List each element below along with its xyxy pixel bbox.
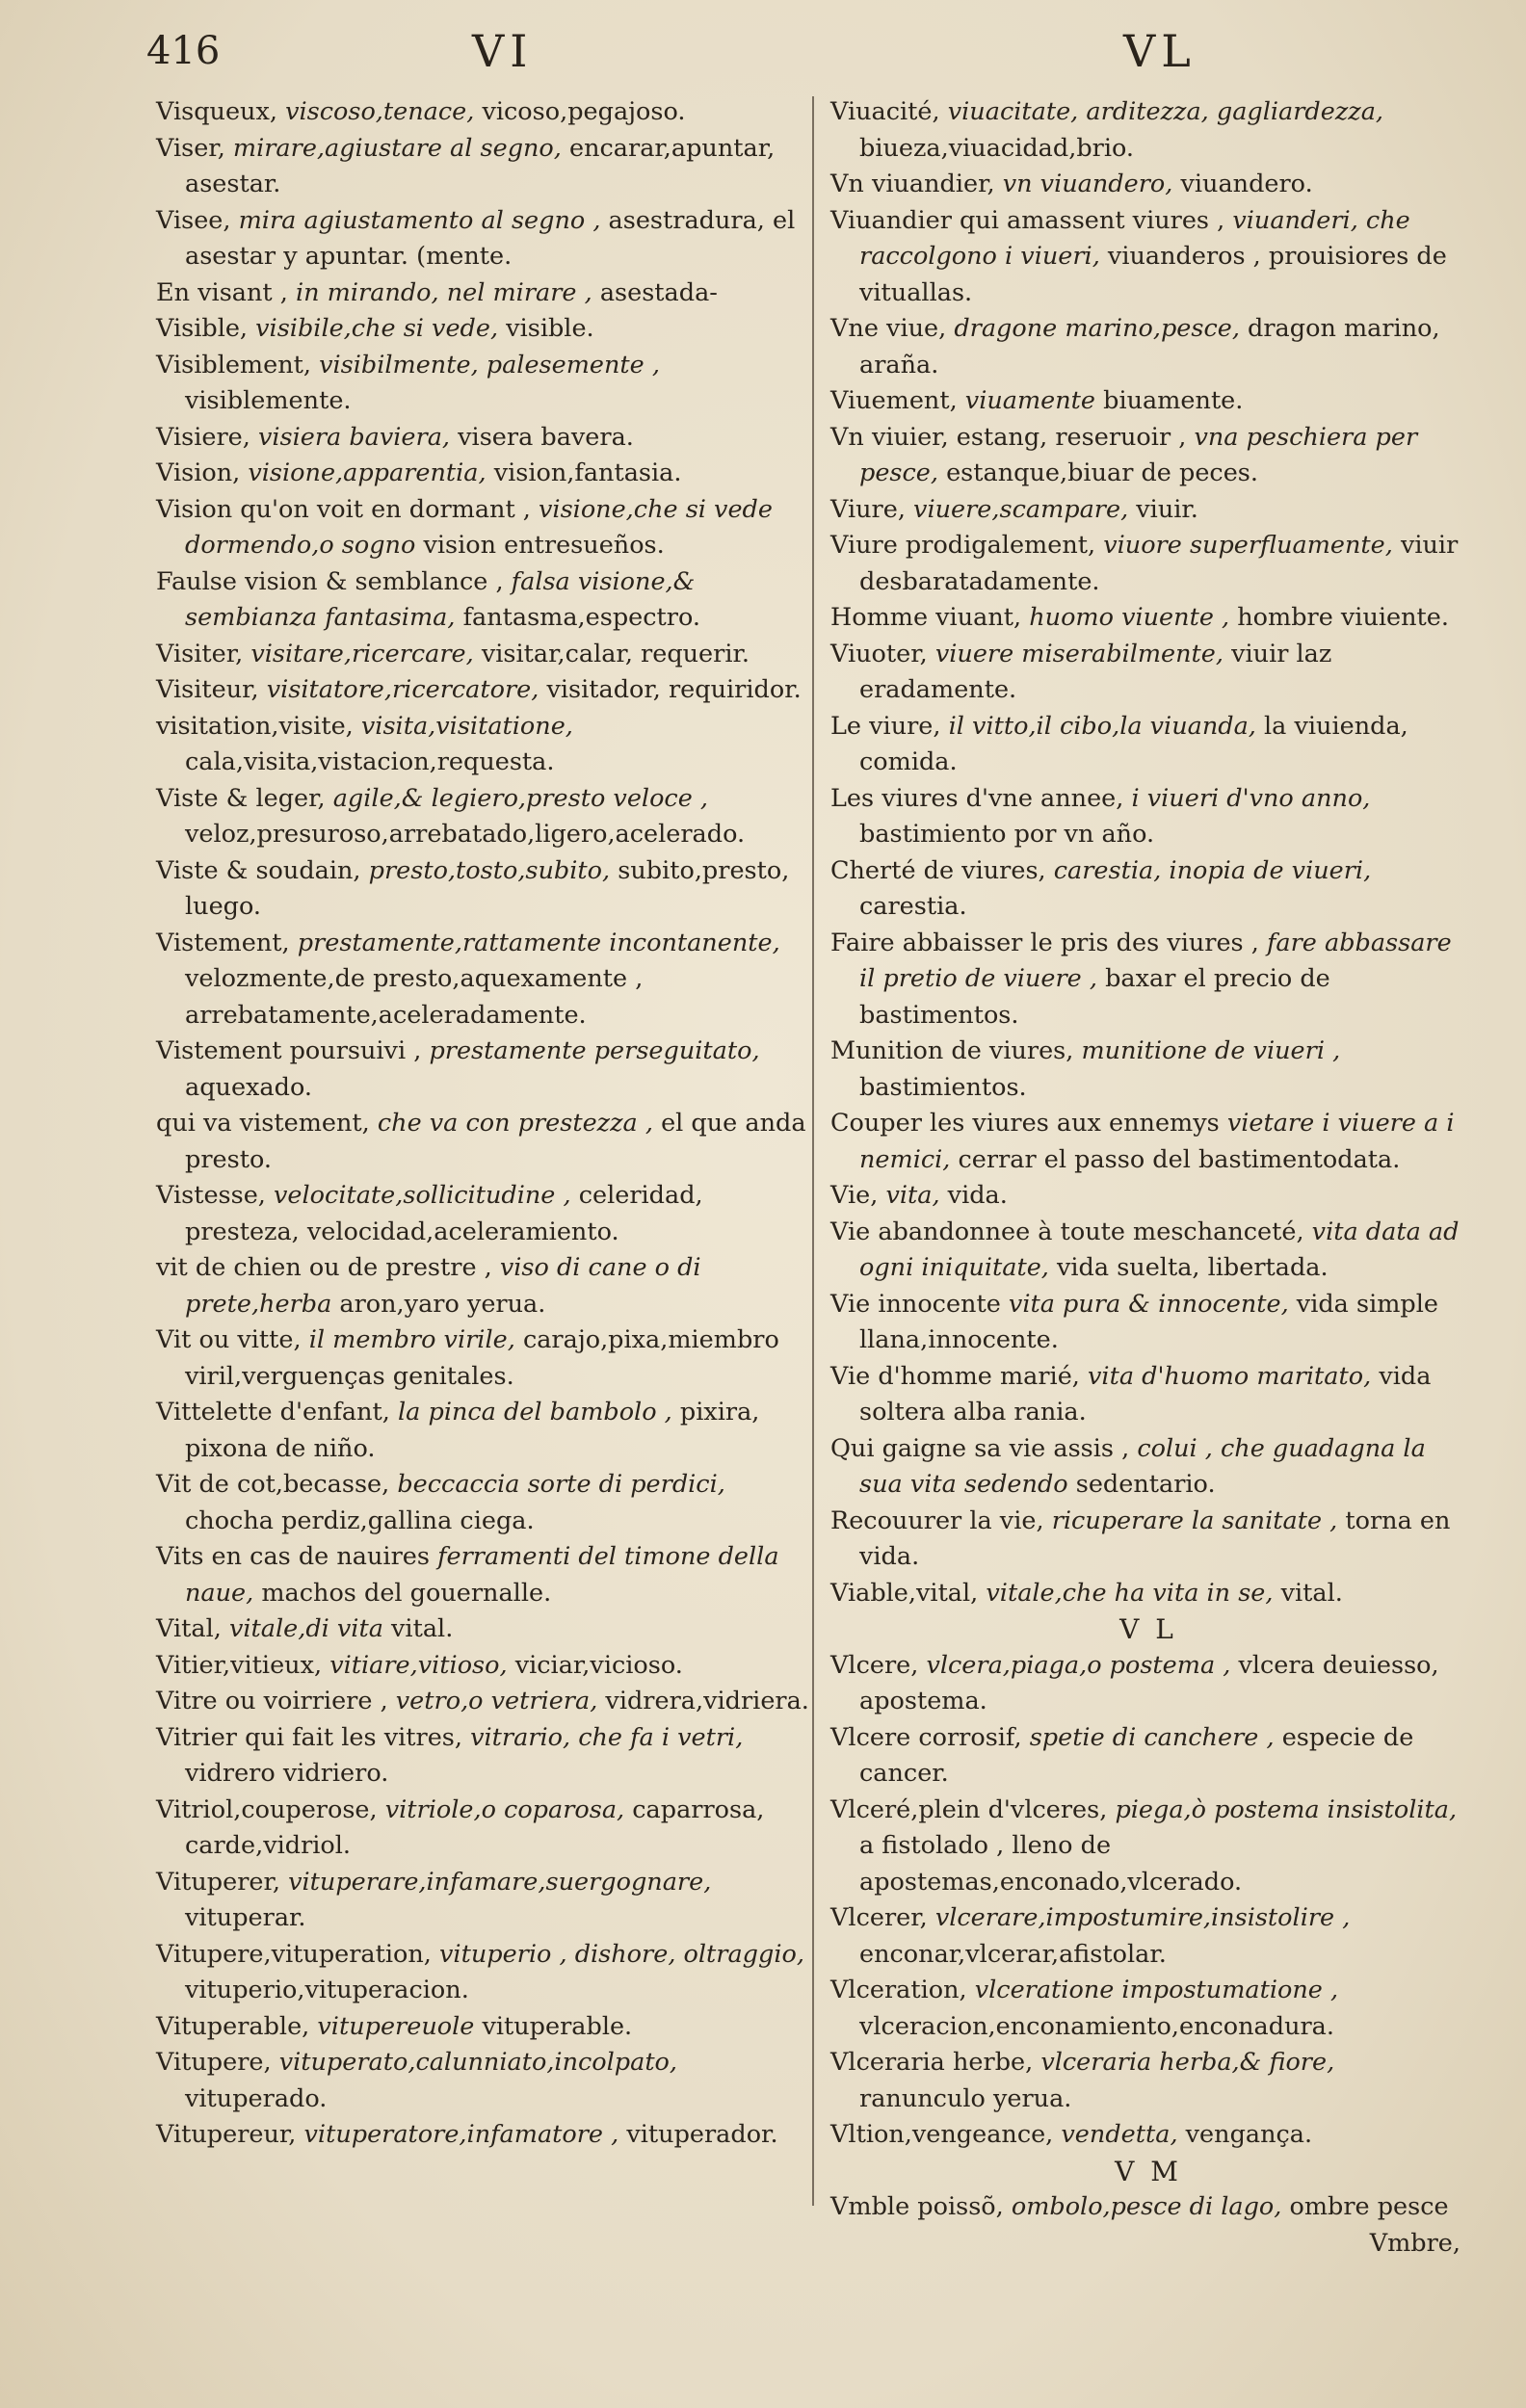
italian-gloss: vituperare,infamare,suergognare, [288,1867,712,1897]
french-headword: Vltion,vengeance, [830,2120,1054,2149]
spanish-gloss: baxar el precio de bastimentos. [859,964,1330,1030]
italian-gloss: vitiare,vitioso, [329,1650,508,1680]
dictionary-entry [156,1865,809,1937]
italian-gloss: visitatore,ricercatore, [266,675,539,704]
spanish-gloss: vision,fantasia. [493,458,682,487]
italian-gloss: visione,che si vede dormendo,o sogno [185,494,773,560]
spanish-gloss: vital. [391,1614,454,1643]
french-headword: Cherté de viures, [830,855,1046,885]
french-headword: Vit ou vitte, [156,1325,302,1354]
dictionary-entry [156,420,809,457]
dictionary-entry [830,1215,1466,1287]
french-headword: Les viures d'vne annee, [830,783,1124,813]
dictionary-entry [156,492,809,564]
italian-gloss: dragone marino,pesce, [954,314,1240,343]
spanish-gloss: vicoso,pegajoso. [482,97,686,126]
dictionary-entry [156,311,809,348]
dictionary-entry [156,2117,809,2154]
spanish-gloss: vida. [947,1181,1008,1210]
dictionary-entry [830,1576,1466,1612]
spanish-gloss: especie de cancer. [859,1722,1414,1788]
french-headword: En visant , [156,277,288,307]
french-headword: Vitupere, [156,2048,272,2077]
dictionary-entry [156,275,809,312]
dictionary-entry [156,1539,809,1611]
dictionary-entry [830,853,1466,926]
dictionary-entry [156,1395,809,1467]
italian-gloss: carestia, inopia de viueri, [1053,855,1372,885]
spanish-gloss: vida simple llana,innocente. [859,1289,1438,1354]
italian-gloss: vna peschiera per pesce, [859,422,1418,487]
dictionary-entry [830,1431,1466,1504]
french-headword: Viuoter, [830,639,928,668]
spanish-gloss: vlceracion,enconamiento,enconadura. [859,2011,1334,2041]
french-headword: Vituperer, [156,1867,280,1897]
french-headword: Vitier,vitieux, [156,1650,323,1680]
dictionary-entry [830,1504,1466,1576]
italian-gloss: la pinca del bambolo , [398,1398,672,1426]
french-headword: Recouurer la vie, [830,1505,1044,1535]
french-headword: Vlcerer, [830,1903,928,1932]
italian-gloss: piega,ò postema insistolita, [1115,1794,1458,1824]
dictionary-entry [156,1034,809,1106]
spanish-gloss: vengança. [1185,2120,1313,2149]
dictionary-entry [830,709,1466,781]
italian-gloss: munitione de viueri , [1081,1036,1341,1065]
dictionary-entry [830,383,1466,420]
spanish-gloss: vituperio,vituperacion. [185,1976,469,2004]
french-headword: Vitupereur, [156,2120,297,2149]
dictionary-entry [156,1250,809,1322]
spanish-gloss: ranunculo yerua. [859,2083,1072,2113]
italian-gloss: vitriole,o coparosa, [384,1794,625,1824]
spanish-gloss: viuir. [1136,494,1198,524]
spanish-gloss: cala,visita,vistacion,requesta. [185,747,555,776]
dictionary-entry [830,420,1466,492]
italian-gloss: vlcerare,impostumire,insistolire , [934,1903,1351,1932]
french-headword: Vn viuier, estang, reseruoir , [830,422,1187,452]
spanish-gloss: ombre pesce [1289,2192,1449,2221]
french-headword: Viste & leger, [156,783,326,813]
column-divider [812,96,814,2206]
dictionary-entry [156,2009,809,2046]
french-headword: Viure prodigalement, [830,531,1096,560]
spanish-gloss: visiblemente. [185,386,352,415]
italian-gloss: viuere miserabilmente, [934,639,1223,668]
french-headword: Faulse vision & semblance , [156,566,504,596]
french-headword: Vlceration, [830,1976,967,2004]
spanish-gloss: bastimientos. [859,1072,1027,1102]
spanish-gloss: dragon marino, araña. [859,314,1440,380]
italian-gloss: viuacitate, arditezza, gagliardezza, [947,97,1384,126]
spanish-gloss: vituperar. [185,1903,306,1932]
spanish-gloss: torna en vida. [859,1505,1451,1571]
dictionary-entry [830,1359,1466,1431]
french-headword: vit de chien ou de prestre , [156,1253,492,1282]
italian-gloss: vituperio , dishore, oltraggio, [439,1939,804,1969]
french-headword: Vn viuandier, [830,170,995,198]
italian-gloss: vitale,di vita [228,1614,383,1643]
dictionary-entry [830,1648,1466,1720]
running-head-right: VL [1123,25,1197,77]
dictionary-entry [830,203,1466,312]
right-column [830,94,1466,2262]
french-headword: Vittelette d'enfant, [156,1398,390,1426]
italian-gloss: vita, [885,1181,940,1210]
spanish-gloss: viuandero. [1180,170,1313,198]
spanish-gloss: vituperado. [185,2083,328,2113]
italian-gloss: presto,tosto,subito, [368,855,611,885]
spanish-gloss: el que anda presto. [185,1109,806,1174]
spanish-gloss: biuamente. [1103,386,1244,415]
dictionary-entry [830,600,1466,637]
spanish-gloss: viuanderos , prouisiores de vituallas. [859,242,1447,307]
french-headword: Visible, [156,314,249,343]
spanish-gloss: velozmente,de presto,aquexamente , arrebatamente,aceleradamente. [185,964,644,1030]
spanish-gloss: estanque,biuar de peces. [946,458,1258,487]
spanish-gloss: carestia. [859,892,967,921]
spanish-gloss: aron,yaro yerua. [339,1289,546,1319]
italian-gloss: vietare i viuere a i nemici, [859,1109,1455,1174]
spanish-gloss: asestada- [599,277,718,307]
italian-gloss: il vitto,il cibo,la viuanda, [948,711,1256,741]
french-headword: Visiteur, [156,675,259,704]
dictionary-entry [830,926,1466,1034]
italian-gloss: viuere,scampare, [913,494,1129,524]
dictionary-entry [156,2045,809,2117]
dictionary-entry [156,1793,809,1865]
french-headword: Visiere, [156,422,250,452]
spanish-gloss: visitar,calar, requerir. [481,639,750,668]
dictionary-entry [156,709,809,781]
italian-gloss: mira agiustamento al segno , [238,205,601,235]
french-headword: Vlcere, [830,1650,919,1680]
spanish-gloss: visible. [506,314,594,343]
italian-gloss: in mirando, nel mirare , [296,277,592,307]
spanish-gloss: la viuienda, comida. [859,711,1408,776]
spanish-gloss: caparrosa, carde,vidriol. [185,1794,765,1860]
italian-gloss: vitupereuole [317,2011,475,2041]
catchword: Vmbre, [1369,2228,1460,2258]
french-headword: Vlcere corrosif, [830,1722,1022,1752]
dictionary-entry [830,637,1466,709]
spanish-gloss: viciar,vicioso. [514,1650,683,1680]
italian-gloss: visitare,ricercare, [250,639,474,668]
spanish-gloss: vidrero vidriero. [185,1759,389,1788]
spanish-gloss: encarar,apuntar, asestar. [185,133,776,198]
dictionary-entry [830,1034,1466,1106]
spanish-gloss: celeridad, presteza, velocidad,aceleramiento. [185,1181,703,1246]
spanish-gloss: vidrera,vidriera. [605,1687,809,1715]
dictionary-entry [156,637,809,673]
french-headword: Viser, [156,133,225,163]
french-headword: Vitre ou voirriere , [156,1687,388,1715]
italian-gloss: vendetta, [1061,2120,1178,2149]
dictionary-entry [830,528,1466,600]
dictionary-entry [830,2189,1466,2226]
french-headword: Vituperable, [156,2011,310,2041]
french-headword: Viuandier qui amassent viures , [830,205,1225,235]
dictionary-entry [156,1611,809,1648]
dictionary-entry [830,781,1466,853]
section-heading: V M [1115,2155,1182,2187]
dictionary-entry [156,1467,809,1539]
italian-gloss: ferramenti del timone della naue, [185,1542,779,1608]
italian-gloss: vn viuandero, [1002,170,1173,198]
french-headword: Vne viue, [830,314,947,343]
spanish-gloss: visitador, requiridor. [546,675,802,704]
french-headword: Qui gaigne sa vie assis , [830,1433,1130,1463]
running-head-left: VI [472,25,534,77]
dictionary-entry [830,1973,1466,2045]
french-headword: Viste & soudain, [156,855,361,885]
spanish-gloss: viuir desbaratadamente. [859,531,1459,596]
spanish-gloss: vlcera deuiesso, apostema. [859,1650,1439,1715]
french-headword: Vits en cas de nauires [156,1542,430,1571]
italian-gloss: agile,& legiero,presto veloce , [332,783,709,813]
french-headword: Vitriol,couperose, [156,1794,378,1824]
dictionary-entry [156,1684,809,1720]
italian-gloss: visibile,che si vede, [255,314,499,343]
dictionary-entry [156,1178,809,1250]
french-headword: Couper les viures aux ennemys [830,1109,1220,1138]
italian-gloss: vlcera,piaga,o postema , [926,1650,1231,1680]
dictionary-entry [156,853,809,926]
italian-gloss: il membro virile, [308,1325,515,1354]
italian-gloss: velocitate,sollicitudine , [274,1181,571,1210]
dictionary-entry [156,94,809,131]
french-headword: Le viure, [830,711,941,741]
french-headword: Viable,vital, [830,1578,979,1608]
french-headword: Vie d'homme marié, [830,1361,1080,1391]
spanish-gloss: machos del gouernalle. [261,1578,552,1608]
italian-gloss: visita,visitatione, [360,711,573,741]
spanish-gloss: carajo,pixa,miembro viril,verguenças genitales. [185,1325,779,1391]
italian-gloss: vetro,o vetriera, [395,1687,598,1715]
dictionary-entry [156,926,809,1034]
french-headword: Vit de cot,becasse, [156,1470,390,1499]
page-number: 416 [146,29,221,73]
spanish-gloss: vida suelta, libertada. [1057,1253,1329,1282]
spanish-gloss: vision entresueños. [423,531,665,560]
section-heading: V L [1119,1613,1177,1645]
spanish-gloss: enconar,vlcerar,afistolar. [859,1939,1167,1969]
spanish-gloss: pixira, pixona de niño. [185,1398,760,1463]
italian-gloss: visiera baviera, [257,422,451,452]
spanish-gloss: vituperador. [626,2120,778,2149]
italian-gloss: i viueri d'vno anno, [1131,783,1371,813]
italian-gloss: vitrario, che fa i vetri, [470,1722,744,1752]
left-column [156,94,809,2154]
dictionary-entry [156,348,809,420]
dictionary-entry [156,1648,809,1685]
french-headword: Vistement poursuivi , [156,1036,422,1065]
dictionary-entry [830,1178,1466,1215]
dictionary-entry [156,1322,809,1395]
italian-gloss: visione,apparentia, [248,458,487,487]
italian-gloss: prestamente,rattamente incontanente, [297,928,780,957]
italian-gloss: vituperatore,infamatore , [303,2120,619,2149]
spanish-gloss: visera bavera. [458,422,634,452]
french-headword: Vlceré,plein d'vlceres, [830,1794,1108,1824]
italian-gloss: vita data ad ogni iniquitate, [859,1217,1460,1282]
dictionary-entry [830,1720,1466,1793]
french-headword: Visee, [156,205,231,235]
spanish-gloss: sedentario. [1075,1470,1216,1499]
spanish-gloss: veloz,presuroso,arrebatado,ligero,acelerado. [185,820,746,849]
french-headword: Vistement, [156,928,290,957]
spanish-gloss: subito,presto, luego. [185,855,790,921]
dictionary-entry [156,203,809,275]
italian-gloss: falsa visione,& sembianza fantasima, [185,566,696,632]
dictionary-entry [156,781,809,853]
french-headword: Vie abandonnee à toute meschanceté, [830,1217,1304,1246]
italian-gloss: vlceratione impostumatione , [974,1976,1339,2004]
dictionary-entry [156,1720,809,1793]
italian-gloss: ombolo,pesce di lago, [1011,2192,1282,2221]
french-headword: Munition de viures, [830,1036,1074,1065]
italian-gloss: vita d'huomo maritato, [1088,1361,1372,1391]
french-headword: Homme viuant, [830,603,1022,632]
spanish-gloss: a fistolado , lleno de apostemas,enconado,vlcerado. [859,1831,1243,1897]
dictionary-entry [156,456,809,492]
italian-gloss: che va con prestezza , [377,1109,653,1138]
french-headword: Vision qu'on voit en dormant , [156,494,531,524]
french-headword: visitation,visite, [156,711,354,741]
spanish-gloss: vituperable. [482,2011,633,2041]
french-headword: Vie innocente [830,1289,1001,1319]
spanish-gloss: chocha perdiz,gallina ciega. [185,1505,535,1535]
spanish-gloss: vital. [1280,1578,1343,1608]
french-headword: Vlceraria herbe, [830,2048,1034,2077]
spanish-gloss: viuir laz eradamente. [859,639,1332,704]
french-headword: Vital, [156,1614,222,1643]
italian-gloss: vitale,che ha vita in se, [986,1578,1274,1608]
french-headword: Vitrier qui fait les vitres, [156,1722,462,1752]
french-headword: Faire abbaisser le pris des viures , [830,928,1259,957]
italian-gloss: colui , che guadagna la sua vita sedendo [859,1433,1426,1499]
spanish-gloss: vida soltera alba rania. [859,1361,1432,1426]
spanish-gloss: bastimiento por vn año. [859,820,1155,849]
french-headword: Vision, [156,458,241,487]
dictionary-entry [156,672,809,709]
french-headword: Visiter, [156,639,244,668]
french-headword: Vmble poissõ, [830,2192,1004,2221]
italian-gloss: fare abbassare il pretio de viuere , [859,928,1452,993]
dictionary-entry [830,1106,1466,1178]
spanish-gloss: hombre viuiente. [1237,603,1449,632]
italian-gloss: visibilmente, palesemente , [319,350,660,380]
dictionary-entry [156,1937,809,2009]
dictionary-entry [156,1106,809,1178]
italian-gloss: huomo viuente , [1029,603,1230,632]
french-headword: Visqueux, [156,97,277,126]
dictionary-entry [156,131,809,203]
french-headword: Vie, [830,1181,879,1210]
dictionary-entry [830,1900,1466,1973]
dictionary-entry [830,1793,1466,1901]
dictionary-entry [156,564,809,637]
french-headword: Viure, [830,494,906,524]
italian-gloss: vlceraria herba,& fiore, [1040,2048,1335,2077]
french-headword: Visiblement, [156,350,311,380]
italian-gloss: spetie di canchere , [1029,1722,1275,1752]
dictionary-entry [830,1287,1466,1359]
french-headword: Vistesse, [156,1181,266,1210]
italian-gloss: mirare,agiustare al segno, [232,133,562,163]
dictionary-entry [830,2045,1466,2117]
french-headword: Viuacité, [830,97,940,126]
italian-gloss: ricuperare la sanitate , [1051,1505,1338,1535]
dictionary-entry [830,167,1466,203]
italian-gloss: viuanderi, che raccolgono i viueri, [859,205,1410,271]
italian-gloss: viscoso,tenace, [285,97,475,126]
italian-gloss: vita pura & innocente, [1008,1289,1289,1319]
french-headword: qui va vistement, [156,1109,370,1138]
italian-gloss: viso di cane o di prete,herba [185,1253,701,1319]
spanish-gloss: cerrar el passo del bastimentodata. [958,1144,1401,1174]
dictionary-entry [830,2117,1466,2154]
dictionary-entry [830,94,1466,167]
spanish-gloss: aquexado. [185,1072,312,1102]
italian-gloss: prestamente perseguitato, [429,1036,760,1065]
italian-gloss: beccaccia sorte di perdici, [397,1470,725,1499]
italian-gloss: viuamente [964,386,1096,415]
italian-gloss: vituperato,calunniato,incolpato, [278,2048,678,2077]
dictionary-entry [830,311,1466,383]
french-headword: Vitupere,vituperation, [156,1939,432,1969]
spanish-gloss: fantasma,espectro. [462,603,700,632]
italian-gloss: viuore superfluamente, [1103,531,1393,560]
french-headword: Viuement, [830,386,958,415]
spanish-gloss: asestradura, el asestar y apuntar. (mente. [185,205,796,271]
dictionary-entry [830,492,1466,529]
spanish-gloss: biueza,viuacidad,brio. [859,133,1134,163]
